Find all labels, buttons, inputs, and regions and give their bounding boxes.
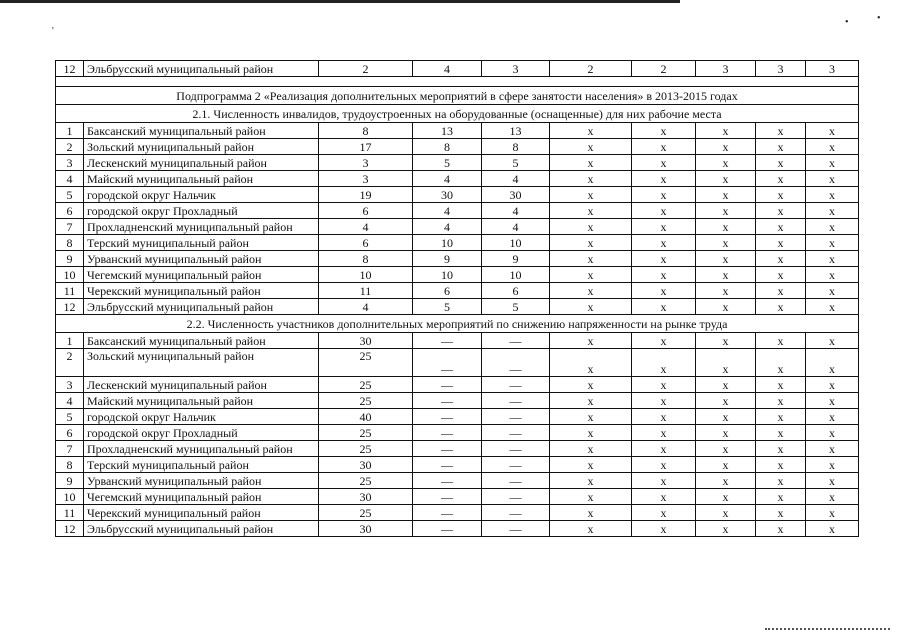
x-mark-cell: x <box>696 409 756 425</box>
dash-cell: — <box>482 441 550 457</box>
dash-cell: — <box>413 393 482 409</box>
table-row <box>56 203 859 219</box>
dash-cell: — <box>482 425 550 441</box>
table-row <box>56 283 859 299</box>
x-mark-cell: x <box>806 349 859 377</box>
x-mark-cell: x <box>756 333 806 349</box>
x-mark-cell: x <box>696 251 756 267</box>
x-mark-cell: x <box>806 409 859 425</box>
value-cell: 10 <box>413 235 482 251</box>
table-row <box>56 489 859 505</box>
x-mark-cell: x <box>756 409 806 425</box>
district-name: Чегемский муниципальный район <box>84 489 319 505</box>
value-cell: 9 <box>482 251 550 267</box>
district-name: Черекский муниципальный район <box>84 505 319 521</box>
x-mark-cell: x <box>756 505 806 521</box>
section-title-row <box>56 105 859 123</box>
subprogram-title: Подпрограмма 2 «Реализация дополнительных мероприятий в сфере занятости населения» в 2013-2015 годах <box>56 87 859 105</box>
x-mark-cell: x <box>696 333 756 349</box>
x-mark-cell: x <box>696 457 756 473</box>
row-number: 9 <box>56 251 84 267</box>
x-mark-cell: x <box>632 349 696 377</box>
district-name: Терский муниципальный район <box>84 235 319 251</box>
value-cell: 10 <box>319 267 413 283</box>
value-cell: 30 <box>482 187 550 203</box>
x-mark-cell: x <box>806 299 859 315</box>
district-name: Прохладненский муниципальный район <box>84 441 319 457</box>
table-row <box>56 267 859 283</box>
x-mark-cell: x <box>756 457 806 473</box>
value-cell: 9 <box>413 251 482 267</box>
x-mark-cell: x <box>550 155 632 171</box>
x-mark-cell: x <box>806 393 859 409</box>
value-cell: 4 <box>319 299 413 315</box>
table-row <box>56 187 859 203</box>
district-name: Урванский муниципальный район <box>84 251 319 267</box>
x-mark-cell: x <box>756 473 806 489</box>
value-cell: 4 <box>319 219 413 235</box>
table-row <box>56 139 859 155</box>
value-cell: 5 <box>482 299 550 315</box>
value-cell: 8 <box>413 139 482 155</box>
district-name: Черекский муниципальный район <box>84 283 319 299</box>
x-mark-cell: x <box>632 425 696 441</box>
x-mark-cell: x <box>756 349 806 377</box>
row-number: 3 <box>56 155 84 171</box>
x-mark-cell: x <box>756 521 806 537</box>
x-mark-cell: x <box>550 299 632 315</box>
value-cell: 11 <box>319 283 413 299</box>
row-number: 4 <box>56 393 84 409</box>
value-cell: 25 <box>319 349 413 377</box>
x-mark-cell: x <box>632 505 696 521</box>
table-row <box>56 441 859 457</box>
value-cell: 25 <box>319 473 413 489</box>
x-mark-cell: x <box>550 235 632 251</box>
x-mark-cell: x <box>756 267 806 283</box>
table-row <box>56 61 859 77</box>
x-mark-cell: x <box>696 349 756 377</box>
value-cell: 3 <box>319 155 413 171</box>
subprogram-title-row <box>56 87 859 105</box>
x-mark-cell: x <box>806 123 859 139</box>
x-mark-cell: x <box>632 377 696 393</box>
x-mark-cell: x <box>550 409 632 425</box>
x-mark-cell: x <box>632 139 696 155</box>
x-mark-cell: x <box>550 267 632 283</box>
value-cell: 5 <box>482 155 550 171</box>
value-cell: 3 <box>482 61 550 77</box>
dash-cell: — <box>482 505 550 521</box>
x-mark-cell: x <box>550 171 632 187</box>
row-number: 11 <box>56 505 84 521</box>
x-mark-cell: x <box>632 235 696 251</box>
x-mark-cell: x <box>806 203 859 219</box>
district-name: Зольский муниципальный район <box>84 139 319 155</box>
x-mark-cell: x <box>806 473 859 489</box>
district-name: Майский муниципальный район <box>84 171 319 187</box>
x-mark-cell: x <box>550 187 632 203</box>
x-mark-cell: x <box>756 489 806 505</box>
value-cell: 25 <box>319 377 413 393</box>
indicators-table <box>55 60 859 537</box>
x-mark-cell: x <box>696 505 756 521</box>
table-row <box>56 171 859 187</box>
dash-cell: — <box>482 377 550 393</box>
dash-cell: — <box>482 333 550 349</box>
row-number: 12 <box>56 299 84 315</box>
x-mark-cell: x <box>806 267 859 283</box>
value-cell: 4 <box>482 219 550 235</box>
value-cell: 30 <box>319 457 413 473</box>
x-mark-cell: x <box>550 139 632 155</box>
row-number: 1 <box>56 333 84 349</box>
row-number: 8 <box>56 235 84 251</box>
value-cell: 8 <box>482 139 550 155</box>
x-mark-cell: x <box>696 489 756 505</box>
district-name: Чегемский муниципальный район <box>84 267 319 283</box>
x-mark-cell: x <box>806 187 859 203</box>
district-name: Прохладненский муниципальный район <box>84 219 319 235</box>
value-cell: 30 <box>319 333 413 349</box>
table-row <box>56 521 859 537</box>
row-number: 7 <box>56 441 84 457</box>
row-number: 6 <box>56 425 84 441</box>
row-number: 7 <box>56 219 84 235</box>
x-mark-cell: x <box>806 171 859 187</box>
value-cell: 8 <box>319 123 413 139</box>
dash-cell: — <box>413 457 482 473</box>
scan-dot: • <box>845 17 849 28</box>
x-mark-cell: x <box>806 139 859 155</box>
district-name: Терский муниципальный район <box>84 457 319 473</box>
value-cell: 5 <box>413 155 482 171</box>
dash-cell: — <box>482 489 550 505</box>
table-row <box>56 457 859 473</box>
x-mark-cell: x <box>696 299 756 315</box>
x-mark-cell: x <box>756 123 806 139</box>
x-mark-cell: x <box>696 235 756 251</box>
dash-cell: — <box>413 505 482 521</box>
district-name: Эльбрусский муниципальный район <box>84 299 319 315</box>
row-number: 10 <box>56 489 84 505</box>
value-cell: 3 <box>696 61 756 77</box>
value-cell: 4 <box>413 171 482 187</box>
value-cell: 10 <box>482 235 550 251</box>
x-mark-cell: x <box>550 377 632 393</box>
x-mark-cell: x <box>550 393 632 409</box>
dash-cell: — <box>482 349 550 377</box>
x-mark-cell: x <box>806 489 859 505</box>
value-cell: 4 <box>413 203 482 219</box>
district-name: Баксанский муниципальный район <box>84 333 319 349</box>
district-name: Лескенский муниципальный район <box>84 155 319 171</box>
x-mark-cell: x <box>756 283 806 299</box>
x-mark-cell: x <box>632 473 696 489</box>
x-mark-cell: x <box>550 473 632 489</box>
x-mark-cell: x <box>550 251 632 267</box>
section-title-row <box>56 315 859 333</box>
x-mark-cell: x <box>550 123 632 139</box>
x-mark-cell: x <box>756 171 806 187</box>
x-mark-cell: x <box>756 393 806 409</box>
x-mark-cell: x <box>550 441 632 457</box>
row-number: 12 <box>56 61 84 77</box>
x-mark-cell: x <box>550 283 632 299</box>
row-number: 2 <box>56 139 84 155</box>
x-mark-cell: x <box>696 267 756 283</box>
value-cell: 2 <box>319 61 413 77</box>
scan-mark: ' <box>52 26 54 37</box>
value-cell: 13 <box>482 123 550 139</box>
district-name: городской округ Прохладный <box>84 425 319 441</box>
x-mark-cell: x <box>806 377 859 393</box>
x-mark-cell: x <box>696 219 756 235</box>
x-mark-cell: x <box>756 251 806 267</box>
x-mark-cell: x <box>696 171 756 187</box>
x-mark-cell: x <box>806 219 859 235</box>
table-row <box>56 299 859 315</box>
district-name: Майский муниципальный район <box>84 393 319 409</box>
x-mark-cell: x <box>756 155 806 171</box>
x-mark-cell: x <box>806 235 859 251</box>
x-mark-cell: x <box>696 139 756 155</box>
dash-cell: — <box>482 409 550 425</box>
x-mark-cell: x <box>806 521 859 537</box>
value-cell: 30 <box>319 521 413 537</box>
x-mark-cell: x <box>632 123 696 139</box>
x-mark-cell: x <box>632 393 696 409</box>
x-mark-cell: x <box>632 219 696 235</box>
row-number: 5 <box>56 409 84 425</box>
x-mark-cell: x <box>756 139 806 155</box>
value-cell: 30 <box>413 187 482 203</box>
x-mark-cell: x <box>632 489 696 505</box>
district-name: городской округ Прохладный <box>84 203 319 219</box>
x-mark-cell: x <box>632 333 696 349</box>
x-mark-cell: x <box>550 349 632 377</box>
x-mark-cell: x <box>696 377 756 393</box>
value-cell: 17 <box>319 139 413 155</box>
x-mark-cell: x <box>696 203 756 219</box>
x-mark-cell: x <box>632 251 696 267</box>
top-scan-line <box>0 0 680 3</box>
value-cell: 25 <box>319 393 413 409</box>
table-row <box>56 505 859 521</box>
row-number: 5 <box>56 187 84 203</box>
x-mark-cell: x <box>632 283 696 299</box>
district-name: Лескенский муниципальный район <box>84 377 319 393</box>
x-mark-cell: x <box>696 283 756 299</box>
x-mark-cell: x <box>806 251 859 267</box>
x-mark-cell: x <box>632 171 696 187</box>
x-mark-cell: x <box>550 203 632 219</box>
x-mark-cell: x <box>756 441 806 457</box>
value-cell: 4 <box>413 61 482 77</box>
row-number: 10 <box>56 267 84 283</box>
district-name: Баксанский муниципальный район <box>84 123 319 139</box>
value-cell: 6 <box>319 203 413 219</box>
table-row <box>56 425 859 441</box>
table-row <box>56 219 859 235</box>
district-name: городской округ Нальчик <box>84 409 319 425</box>
x-mark-cell: x <box>550 489 632 505</box>
district-name: Зольский муниципальный район <box>84 349 319 377</box>
dash-cell: — <box>482 521 550 537</box>
value-cell: 30 <box>319 489 413 505</box>
x-mark-cell: x <box>550 505 632 521</box>
district-name: городской округ Нальчик <box>84 187 319 203</box>
section-title: 2.1. Численность инвалидов, трудоустроенных на оборудованные (оснащенные) для них рабочие места <box>56 105 859 123</box>
value-cell: 25 <box>319 505 413 521</box>
value-cell: 8 <box>319 251 413 267</box>
value-cell: 3 <box>319 171 413 187</box>
value-cell: 6 <box>482 283 550 299</box>
spacer-cell <box>56 77 859 87</box>
x-mark-cell: x <box>550 425 632 441</box>
dash-cell: — <box>413 473 482 489</box>
row-number: 1 <box>56 123 84 139</box>
row-number: 8 <box>56 457 84 473</box>
value-cell: 13 <box>413 123 482 139</box>
value-cell: 2 <box>632 61 696 77</box>
value-cell: 40 <box>319 409 413 425</box>
table-row <box>56 333 859 349</box>
x-mark-cell: x <box>696 473 756 489</box>
x-mark-cell: x <box>756 377 806 393</box>
row-number: 2 <box>56 349 84 377</box>
x-mark-cell: x <box>696 393 756 409</box>
dash-cell: — <box>413 489 482 505</box>
table-row <box>56 377 859 393</box>
district-name: Эльбрусский муниципальный район <box>84 521 319 537</box>
value-cell: 4 <box>482 171 550 187</box>
row-number: 12 <box>56 521 84 537</box>
x-mark-cell: x <box>632 299 696 315</box>
x-mark-cell: x <box>550 457 632 473</box>
x-mark-cell: x <box>756 203 806 219</box>
row-number: 4 <box>56 171 84 187</box>
dash-cell: — <box>482 457 550 473</box>
row-number: 6 <box>56 203 84 219</box>
value-cell: 2 <box>550 61 632 77</box>
dash-cell: — <box>413 425 482 441</box>
x-mark-cell: x <box>550 333 632 349</box>
x-mark-cell: x <box>632 155 696 171</box>
table-row <box>56 349 859 377</box>
table-row <box>56 473 859 489</box>
bottom-scan-dots <box>765 628 890 632</box>
value-cell: 5 <box>413 299 482 315</box>
row-number: 11 <box>56 283 84 299</box>
dash-cell: — <box>413 409 482 425</box>
dash-cell: — <box>413 441 482 457</box>
dash-cell: — <box>413 333 482 349</box>
x-mark-cell: x <box>806 155 859 171</box>
spacer-row <box>56 77 859 87</box>
x-mark-cell: x <box>632 187 696 203</box>
value-cell: 10 <box>482 267 550 283</box>
value-cell: 6 <box>413 283 482 299</box>
x-mark-cell: x <box>756 299 806 315</box>
dash-cell: — <box>413 521 482 537</box>
x-mark-cell: x <box>632 457 696 473</box>
value-cell: 3 <box>756 61 806 77</box>
table-row <box>56 155 859 171</box>
x-mark-cell: x <box>696 187 756 203</box>
table-row <box>56 409 859 425</box>
value-cell: 19 <box>319 187 413 203</box>
row-number: 9 <box>56 473 84 489</box>
district-name: Урванский муниципальный район <box>84 473 319 489</box>
table-row <box>56 235 859 251</box>
x-mark-cell: x <box>806 505 859 521</box>
x-mark-cell: x <box>806 441 859 457</box>
dash-cell: — <box>482 393 550 409</box>
x-mark-cell: x <box>696 425 756 441</box>
x-mark-cell: x <box>696 155 756 171</box>
x-mark-cell: x <box>756 219 806 235</box>
x-mark-cell: x <box>696 441 756 457</box>
table-row <box>56 123 859 139</box>
value-cell: 10 <box>413 267 482 283</box>
x-mark-cell: x <box>756 425 806 441</box>
x-mark-cell: x <box>806 333 859 349</box>
x-mark-cell: x <box>806 283 859 299</box>
x-mark-cell: x <box>632 409 696 425</box>
value-cell: 25 <box>319 425 413 441</box>
x-mark-cell: x <box>550 521 632 537</box>
x-mark-cell: x <box>756 187 806 203</box>
x-mark-cell: x <box>632 267 696 283</box>
x-mark-cell: x <box>756 235 806 251</box>
x-mark-cell: x <box>632 521 696 537</box>
dash-cell: — <box>413 349 482 377</box>
value-cell: 4 <box>482 203 550 219</box>
table-row <box>56 251 859 267</box>
x-mark-cell: x <box>806 425 859 441</box>
district-name: Эльбрусский муниципальный район <box>84 61 319 77</box>
scan-dot: • <box>877 13 881 24</box>
x-mark-cell: x <box>632 441 696 457</box>
x-mark-cell: x <box>632 203 696 219</box>
row-number: 3 <box>56 377 84 393</box>
x-mark-cell: x <box>696 521 756 537</box>
x-mark-cell: x <box>696 123 756 139</box>
value-cell: 25 <box>319 441 413 457</box>
dash-cell: — <box>482 473 550 489</box>
value-cell: 3 <box>806 61 859 77</box>
value-cell: 4 <box>413 219 482 235</box>
value-cell: 6 <box>319 235 413 251</box>
x-mark-cell: x <box>550 219 632 235</box>
section-title: 2.2. Численность участников дополнительных мероприятий по снижению напряженности на рынке труда <box>56 315 859 333</box>
table-row <box>56 393 859 409</box>
dash-cell: — <box>413 377 482 393</box>
x-mark-cell: x <box>806 457 859 473</box>
